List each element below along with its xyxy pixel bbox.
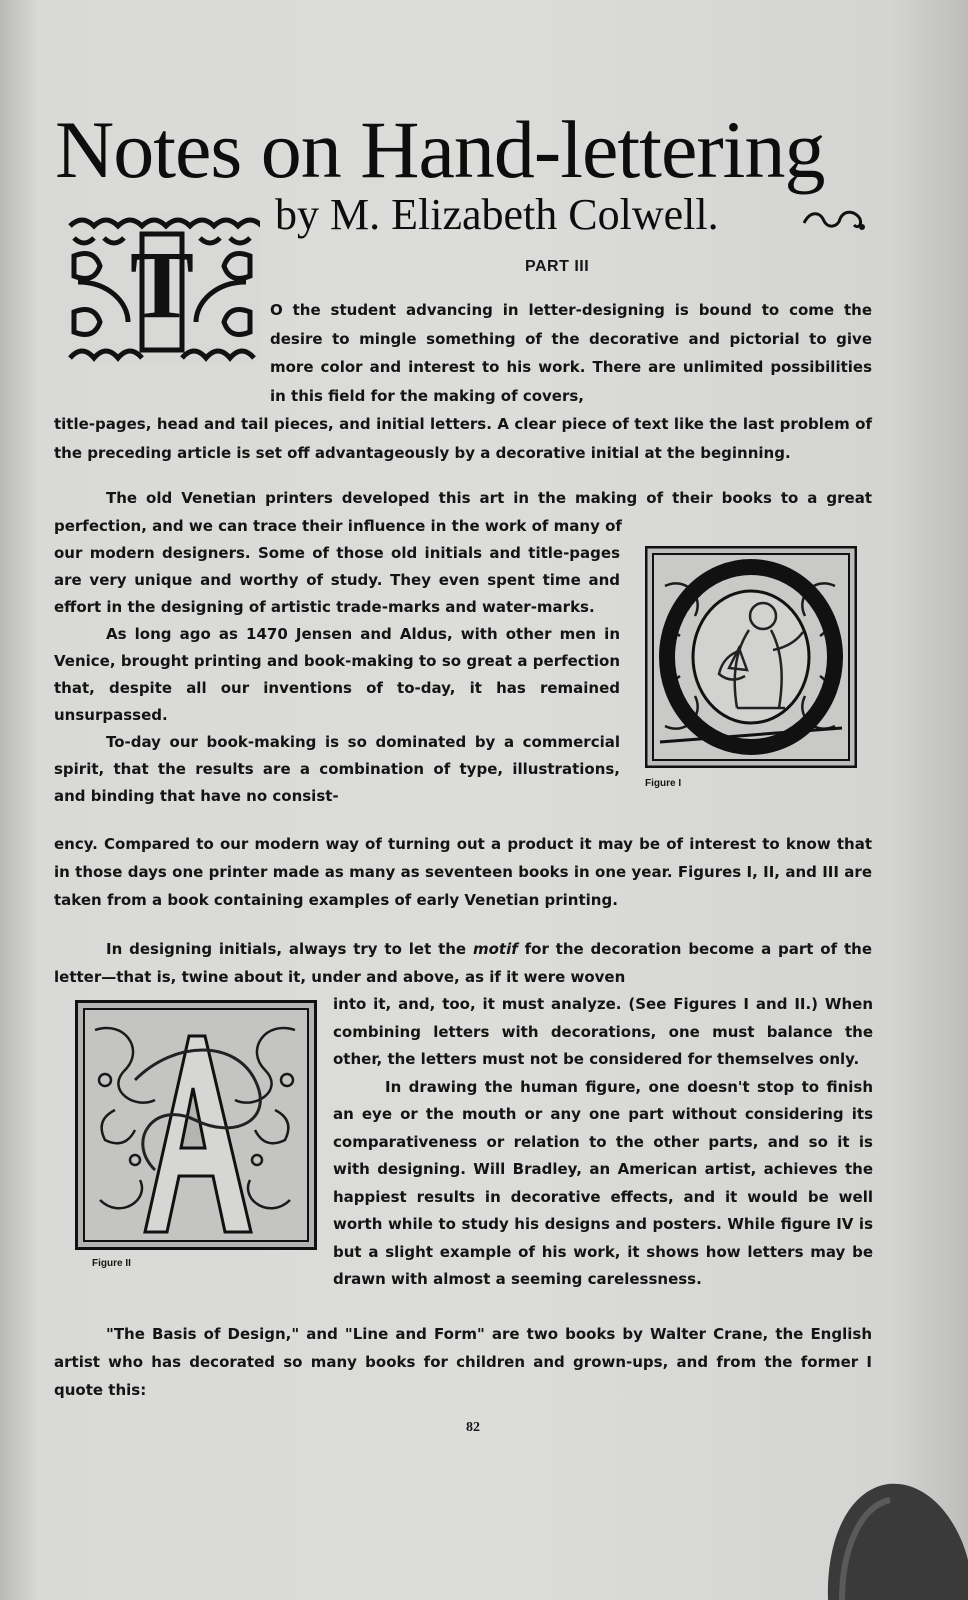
paragraph-text: "The Basis of Design," and "Line and Form" are two books by Walter Crane, the English artist who has decorated so many books for children and grown-ups, and from the former I quote this: [54,1325,872,1399]
figure-2-illustration [75,1000,317,1250]
article-title: Notes on Hand-lettering [55,104,825,195]
paragraph-1-start [270,296,872,410]
thumb-shadow-icon [808,1480,968,1600]
paragraph-text: title-pages, head and tail pieces, and initial letters. A clear piece of text like the last problem of the preceding article is set off advantageously by a decorative initial at the beginning. [54,415,872,462]
paragraph-text: ency. Compared to our modern way of turning out a product it may be of interest to know that in those days one printer made as many as seventeen books in one year. Figures I, II, and III are taken from a book containing examples of early Venetian printing. [54,835,872,909]
paragraph-2-start [54,484,872,540]
paragraph-5-start [54,935,872,991]
byline-ornament-icon [800,205,870,233]
paragraph-text: O the student advancing in letter-designing is bound to come the desire to mingle something of the decorative and pictorial to give more color and interest to his work. There are unlimited possibilities in this field for the making of covers, [270,301,872,405]
decorative-initial-t-icon [64,212,260,364]
paragraph-7 [54,1320,872,1404]
paragraph-4-end [54,830,872,914]
figure-1-caption: Figure I [645,778,682,789]
paragraph-6: In drawing the human figure, one doesn't stop to finish an eye or the mouth or any one part without considering its comparativeness or relation to the other parts, and so it is with designing. Will Bradley, an American artist, achieves the happiest results in decorative effects, and it would be well worth while to study his designs and posters. While figure IV is but a slight example of his work, it shows how letters may be drawn with almost a seeming carelessness. [333,1077,873,1288]
paragraph-text: our modern designers. Some of those old initials and title-pages are very unique and worthy of study. They even spent time and effort in the designing of artistic trade-marks and water-marks. [54,544,620,616]
text-run: In designing initials, always try to let the [106,940,467,958]
paragraph-column-left [54,540,620,810]
part-heading: PART III [525,258,590,275]
page-number: 82 [466,1420,480,1435]
paragraph-text: into it, and, too, it must analyze. (See Figures I and II.) When combining letters with decorations, one must balance the other, the letters must not be considered for themselves only. [333,995,873,1068]
paragraph-column-right [333,991,873,1294]
figure-1-illustration [645,546,857,768]
paragraph-3: As long ago as 1470 Jensen and Aldus, with other men in Venice, brought printing and book-making to so great a perfection that, despite all our inventions of to-day, it has remained unsurpassed. [54,625,620,724]
paragraph-1-end [54,410,872,467]
initial-letter: T [129,231,195,338]
paragraph-text [54,935,872,991]
emphasis-motif: motif [472,940,518,958]
figure-2-caption: Figure II [92,1258,131,1269]
paragraph-text: The old Venetian printers developed this art in the making of their books to a great perfection, and we can trace their influence in the work of many of [54,489,872,535]
text-run: for the decoration become a part of the letter—that is, twine about it, under and above, as if it were woven [54,940,873,986]
paragraph-4-start: To-day our book-making is so dominated by a commercial spirit, that the results are a combination of type, illustrations, and binding that have no consist- [54,733,620,805]
article-byline: by M. Elizabeth Colwell. [275,190,719,239]
